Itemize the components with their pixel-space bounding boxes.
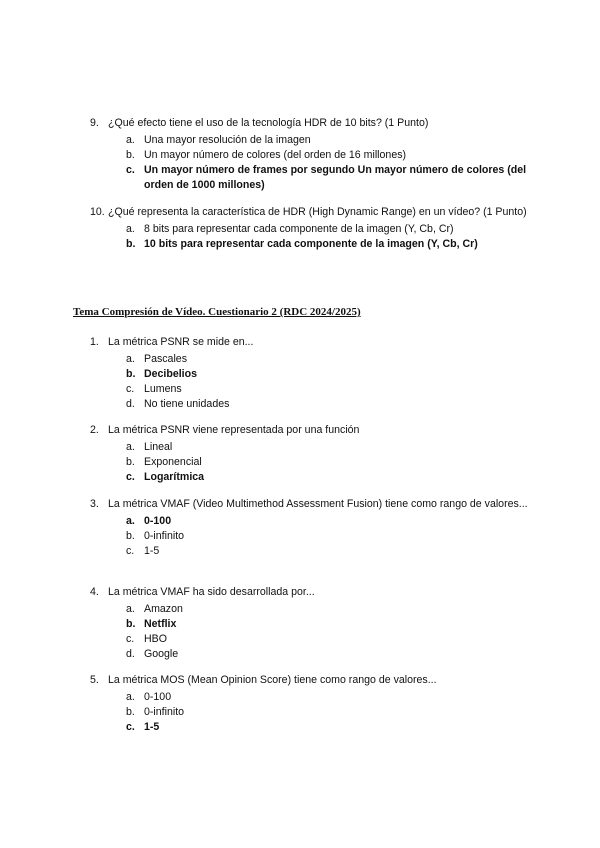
option-a xyxy=(90,690,528,705)
option-text: Lumens xyxy=(144,383,182,395)
option-letter: a. xyxy=(126,134,135,146)
option-text: 1-5 xyxy=(144,545,160,557)
option-text: No tiene unidades xyxy=(144,398,230,410)
option-text: Lineal xyxy=(144,441,173,453)
options-list xyxy=(90,352,528,412)
option-c xyxy=(90,544,528,559)
option-text: Pascales xyxy=(144,353,187,365)
option-letter: a. xyxy=(126,441,135,453)
option-text: Un mayor número de frames por segundo Un mayor número de colores (del orden de 1000 millones) xyxy=(144,164,527,191)
option-text: 0-100 xyxy=(144,515,172,527)
question-4 xyxy=(90,585,528,662)
option-a xyxy=(90,133,528,148)
question-number: 10. xyxy=(90,206,105,218)
option-d xyxy=(90,397,528,412)
option-letter: b. xyxy=(126,238,136,250)
option-text: HBO xyxy=(144,633,167,645)
option-a xyxy=(90,440,528,455)
option-text: Una mayor resolución de la imagen xyxy=(144,134,311,146)
option-letter: b. xyxy=(126,618,136,630)
option-letter: c. xyxy=(126,721,135,733)
option-a xyxy=(90,602,528,617)
option-letter: c. xyxy=(126,633,135,645)
option-b-correct xyxy=(90,367,528,382)
option-b xyxy=(90,455,528,470)
options-list xyxy=(90,514,528,559)
option-text: 0-infinito xyxy=(144,706,185,718)
option-c xyxy=(90,632,528,647)
option-letter: a. xyxy=(126,603,135,615)
option-c xyxy=(90,382,528,397)
option-c-correct xyxy=(90,720,528,735)
question-text: La métrica MOS (Mean Opinion Score) tiene como rango de valores... xyxy=(108,674,437,686)
option-a xyxy=(90,352,528,367)
question-text: La métrica PSNR se mide en... xyxy=(108,336,254,348)
option-text: 0-infinito xyxy=(144,530,185,542)
question-number: 2. xyxy=(90,424,99,436)
section-heading: Tema Compresión de Vídeo. Cuestionario 2 (RDC 2024/2025) xyxy=(73,306,361,318)
option-text: Netflix xyxy=(144,618,177,630)
option-text: 0-100 xyxy=(144,691,172,703)
option-letter: b. xyxy=(126,530,135,542)
question-text: La métrica PSNR viene representada por una función xyxy=(108,424,360,436)
option-b xyxy=(90,148,528,163)
option-letter: c. xyxy=(126,164,135,176)
option-letter: c. xyxy=(126,383,135,395)
options-list xyxy=(90,222,528,252)
option-text: Un mayor número de colores (del orden de 16 millones) xyxy=(144,149,407,161)
option-letter: c. xyxy=(126,545,135,557)
option-b xyxy=(90,529,528,544)
option-d xyxy=(90,647,528,662)
options-list xyxy=(90,602,528,662)
option-letter: a. xyxy=(126,353,135,365)
option-text: 8 bits para representar cada componente de la imagen (Y, Cb, Cr) xyxy=(144,223,454,235)
option-c-correct xyxy=(90,163,528,193)
option-letter: b. xyxy=(126,368,136,380)
option-text: Exponencial xyxy=(144,456,202,468)
option-text: Amazon xyxy=(144,603,183,615)
question-number: 4. xyxy=(90,586,99,598)
question-text: ¿Qué efecto tiene el uso de la tecnología HDR de 10 bits? (1 Punto) xyxy=(108,117,429,129)
question-9 xyxy=(90,116,528,193)
option-letter: a. xyxy=(126,691,135,703)
option-text: Logarítmica xyxy=(144,471,205,483)
question-number: 1. xyxy=(90,336,99,348)
option-text: 1-5 xyxy=(144,721,160,733)
question-2 xyxy=(90,423,528,485)
option-letter: a. xyxy=(126,515,135,527)
option-a-correct xyxy=(90,514,528,529)
question-10 xyxy=(90,205,528,252)
option-letter: b. xyxy=(126,149,135,161)
question-text: La métrica VMAF ha sido desarrollada por... xyxy=(108,586,315,598)
question-1 xyxy=(90,335,528,412)
option-text: Decibelios xyxy=(144,368,197,380)
options-list xyxy=(90,133,528,193)
option-letter: d. xyxy=(126,648,135,660)
option-letter: b. xyxy=(126,706,135,718)
option-b-correct xyxy=(90,237,528,252)
question-5 xyxy=(90,673,528,735)
question-text: La métrica VMAF (Video Multimethod Assessment Fusion) tiene como rango de valores... xyxy=(108,498,528,510)
question-number: 5. xyxy=(90,674,99,686)
question-number: 9. xyxy=(90,117,99,129)
option-letter: c. xyxy=(126,471,135,483)
options-list xyxy=(90,690,528,735)
option-text: Google xyxy=(144,648,179,660)
option-letter: b. xyxy=(126,456,135,468)
option-b xyxy=(90,705,528,720)
question-text: ¿Qué representa la característica de HDR (High Dynamic Range) en un vídeo? (1 Punto) xyxy=(108,206,527,218)
question-3 xyxy=(90,497,528,559)
option-c-correct xyxy=(90,470,528,485)
option-text: 10 bits para representar cada componente de la imagen (Y, Cb, Cr) xyxy=(144,238,478,250)
option-a xyxy=(90,222,528,237)
option-letter: a. xyxy=(126,223,135,235)
option-b-correct xyxy=(90,617,528,632)
question-number: 3. xyxy=(90,498,99,510)
options-list xyxy=(90,440,528,485)
option-letter: d. xyxy=(126,398,135,410)
